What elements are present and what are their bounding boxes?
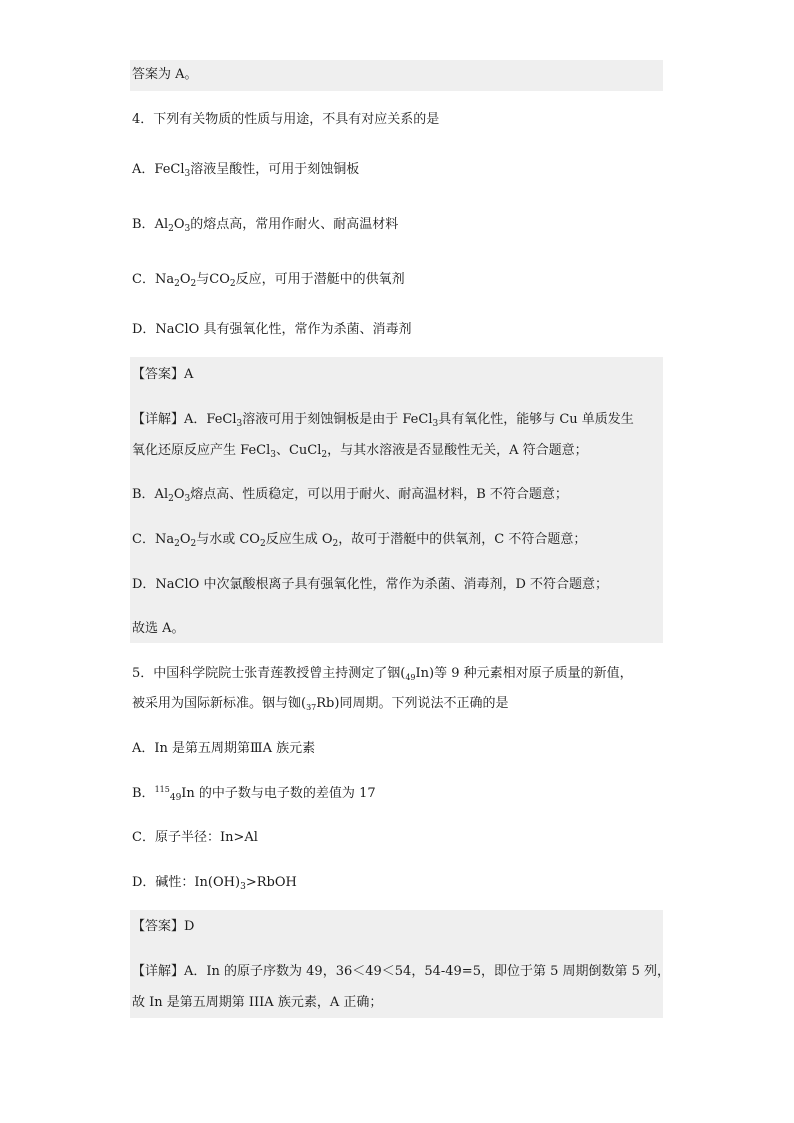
q4-detail-a-line2: 氧化还原反应产生 FeCl$_3$、CuCl$_2$，与其水溶液是否显酸性无关，A 符合题意； <box>132 443 588 460</box>
q5-detail-a-line1: 【详解】A．In 的原子序数为 49，36＜49＜54，54-49=5，即位于第 5 周期倒数第 5 列， <box>132 964 671 979</box>
q4-conclusion: 故选 A。 <box>132 621 185 636</box>
q5-answer: 【答案】D <box>132 919 195 934</box>
q5-stem-line2: 被采用为国际新标准。铟与铷$(_{37}Rb)$同周期。下列说法不正确的是 <box>132 696 509 712</box>
q4-option-d: D．NaClO 具有强氧化性，常作为杀菌、消毒剂 <box>132 322 412 337</box>
q4-option-b: B．$Al_2O_3$的熔点高，常用作耐火、耐高温材料 <box>132 217 399 234</box>
q4-detail-d: D．NaClO 中次氯酸根离子具有强氧化性，常作为杀菌、消毒剂，D 不符合题意； <box>132 577 608 592</box>
q4-stem: 4．下列有关物质的性质与用途，不具有对应关系的是 <box>132 112 440 127</box>
q4-answer: 【答案】A <box>132 367 194 382</box>
q5-detail-a-line2: 故 In 是第五周期第 IIIA 族元素，A 正确； <box>132 995 383 1010</box>
q5-option-a: A．In 是第五周期第ⅢA 族元素 <box>132 741 316 756</box>
q4-detail-a-line1: 【详解】A．FeCl$_3$溶液可用于刻蚀铜板是由于 FeCl$_3$具有氧化性，能够与 Cu 单质发生 <box>132 412 634 429</box>
q5-option-d: D．碱性：$In(OH)_3>RbOH$ <box>132 875 297 892</box>
q5-option-b: B．$^{115}_{49}$In 的中子数与电子数的差值为 17 <box>132 785 376 803</box>
answer-shade-q3 <box>130 60 663 91</box>
q3-answer-line: 答案为 A。 <box>132 67 198 82</box>
q4-detail-b: B．$Al_2O_3$熔点高、性质稳定，可以用于耐火、耐高温材料，B 不符合题意； <box>132 487 568 504</box>
q5-stem-line1: 5．中国科学院院士张青莲教授曾主持测定了铟$(_{49}In)$等 9 种元素相对原子质量的新值， <box>132 666 633 682</box>
q4-option-a: A．FeCl$_3$溶液呈酸性，可用于刻蚀铜板 <box>132 162 360 179</box>
q4-option-c: C．$Na_2O_2$与$CO_2$反应，可用于潜艇中的供氧剂 <box>132 272 405 289</box>
q5-option-c: C．原子半径：In>Al <box>132 830 258 845</box>
q4-detail-c: C．$Na_2O_2$与水或 $CO_2$反应生成 $O_2$，故可于潜艇中的供氧剂，C 不符合题意； <box>132 532 587 549</box>
